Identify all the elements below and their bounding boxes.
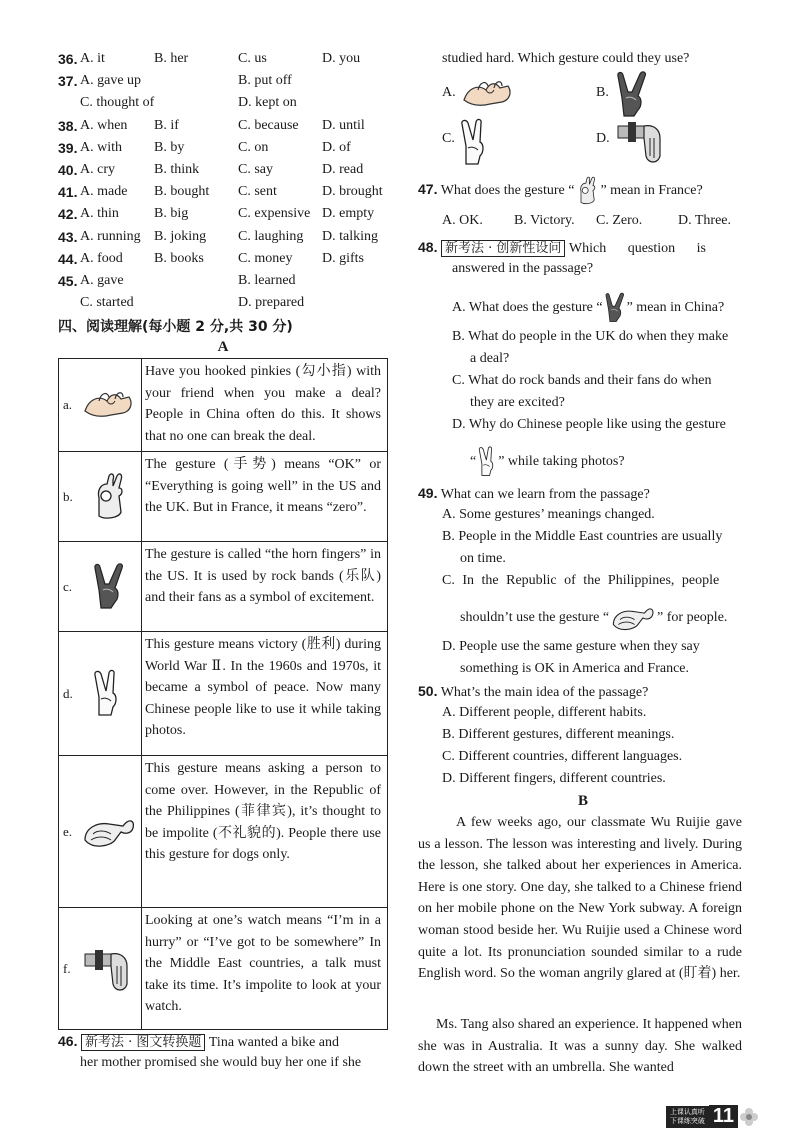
option-d: D. until — [322, 117, 365, 133]
passage-b-paragraph-2: Ms. Tang also shared an experience. It happened when she was in Australia. It was a sunny day. She walked down the street with an umbrella. She wanted — [418, 1017, 742, 1076]
option-a: A. when — [80, 117, 128, 133]
watch-check-icon — [81, 944, 131, 994]
q49-option-b1: B. People in the Middle East countries are usually — [442, 529, 723, 544]
pinky-hook-icon — [460, 74, 516, 114]
q46-text: Tina wanted a bike and — [208, 1035, 339, 1050]
option-c: D. prepared — [238, 295, 305, 311]
q46-line1 — [58, 1030, 339, 1054]
row-label: e. — [63, 823, 73, 839]
q49-c-pre: shouldn’t use the gesture “ — [460, 610, 610, 626]
q46-option-d: D. — [596, 131, 610, 146]
row-label: c. — [63, 578, 73, 594]
option-b: B. think — [154, 162, 200, 177]
horn-fingers-icon — [91, 562, 127, 612]
table-row — [59, 631, 387, 755]
table-row — [59, 755, 387, 907]
q48-stem — [418, 236, 748, 260]
option-a: C. thought of — [80, 95, 155, 111]
q48-line2: answered in the passage? — [452, 261, 594, 276]
victory-sign-icon — [458, 118, 490, 168]
question-number: 39. — [58, 139, 78, 156]
q48-option-d1: D. Why do Chinese people like using the gesture — [452, 417, 726, 432]
q49-option-b2: on time. — [460, 551, 506, 566]
option-c: C. expensive — [238, 206, 311, 222]
q47-text-pre: What does the gesture “ — [440, 183, 575, 199]
q47-option-b: B. Victory. — [514, 213, 575, 228]
option-b: B. by — [154, 139, 185, 155]
option-c: C. money — [238, 250, 293, 266]
q49-stem — [418, 482, 650, 506]
option-a: A. food — [80, 250, 123, 266]
flower-icon — [738, 1106, 760, 1128]
option-a: C. started — [80, 295, 134, 311]
option-a: A. gave — [80, 273, 124, 288]
option-d: D. gifts — [322, 250, 364, 266]
q49-option-a: A. Some gestures’ meanings changed. — [442, 507, 655, 522]
question-number: 47. — [418, 181, 438, 198]
row-text: Have you hooked pinkies (勾小指) with your friend when you make a deal? People in China often do this. It shows that no one can break the deal. — [145, 364, 381, 444]
option-c: C. because — [238, 117, 299, 133]
option-b: B. her — [154, 51, 189, 66]
section-title: 四、阅读理解(每小题 2 分,共 30 分) — [58, 319, 293, 335]
q48-option-b1: B. What do people in the UK do when they make — [452, 329, 729, 344]
question-number: 40. — [58, 162, 78, 178]
option-b: B. if — [154, 117, 179, 133]
row-text: This gesture means asking a person to come over. However, in the Republic of the Philippines (菲律宾), it’s thought to be impolite (不礼貌的). People there use this gesture for dogs only. — [145, 761, 381, 862]
question-number: 48. — [418, 239, 438, 255]
footer-slogan — [666, 1106, 709, 1128]
horn-fingers-icon — [603, 292, 627, 324]
q48-d-pre: “ — [470, 454, 477, 470]
option-c: C. say — [238, 162, 273, 177]
question-number: 36. — [58, 51, 78, 67]
option-c: C. us — [238, 51, 267, 66]
row-text: The gesture (手势) means “OK” or “Everything is going well” in the US and the UK. But in France, it means “zero”. — [145, 457, 381, 515]
q50-option-a: A. Different people, different habits. — [442, 705, 647, 720]
option-d: D. empty — [322, 206, 375, 222]
footer-line2: 下课练突破 — [669, 1116, 705, 1125]
option-c: B. put off — [238, 73, 292, 89]
q48-a-pre: A. What does the gesture “ — [452, 300, 603, 316]
q50-option-d: D. Different fingers, different countries. — [442, 771, 666, 786]
option-d: D. talking — [322, 228, 378, 244]
q46-option-a: A. — [442, 85, 456, 100]
option-a: A. thin — [80, 206, 119, 222]
question-tag: 新考法 · 创新性设问 — [441, 240, 565, 257]
q49-option-c1: C. In the Republic of the Philippines, people — [442, 573, 720, 588]
q49-c-post: ” for people. — [657, 610, 728, 626]
q48-text: Which question is — [568, 241, 706, 256]
watch-check-icon — [614, 116, 664, 166]
question-number: 42. — [58, 206, 78, 223]
option-b: B. big — [154, 206, 189, 222]
ok-gesture-icon — [89, 472, 129, 522]
passage-b-label: B — [577, 793, 588, 809]
table-row — [59, 907, 387, 1029]
option-c: C. sent — [238, 184, 277, 200]
horn-fingers-icon — [614, 70, 650, 120]
table-row — [59, 359, 387, 451]
q48-option-b2: a deal? — [470, 351, 510, 366]
option-a: A. cry — [80, 162, 115, 177]
question-number: 49. — [418, 485, 438, 501]
option-d: D. of — [322, 139, 351, 155]
option-c: C. laughing — [238, 228, 304, 244]
row-label: a. — [63, 397, 73, 412]
victory-sign-icon — [91, 669, 123, 719]
q47-text-post: ” mean in France? — [600, 183, 703, 199]
option-d: D. brought — [322, 184, 383, 200]
question-tag: 新考法 · 图文转换题 — [81, 1034, 205, 1051]
question-number: 38. — [58, 117, 78, 134]
option-a: A. made — [80, 184, 128, 200]
page-number: 11 — [709, 1105, 738, 1128]
row-text: This gesture means victory (胜利) during World War Ⅱ. In the 1960s and 1970s, it became a symbol of peace. Now many Chinese people like to use it while taking photos. — [145, 637, 381, 738]
q46-option-c: C. — [442, 131, 455, 146]
passage-b-paragraph — [418, 812, 742, 985]
row-label: f. — [63, 960, 71, 976]
q49-option-d2: something is OK in America and France. — [460, 661, 690, 676]
victory-sign-icon — [476, 446, 498, 478]
q48-option-c2: they are excited? — [470, 395, 565, 410]
q47-option-a: A. OK. — [442, 213, 483, 228]
footer-line1: 上课认真听 — [669, 1107, 705, 1116]
q47-option-c: C. Zero. — [596, 213, 643, 228]
q49-text: What can we learn from the passage? — [440, 487, 650, 502]
option-a: A. it — [80, 51, 105, 66]
q50-option-b: B. Different gestures, different meanings. — [442, 727, 675, 742]
option-a: A. running — [80, 228, 141, 244]
passage-b-text: A few weeks ago, our classmate Wu Ruijie gave us a lesson. The lesson was interesting and lively. During the lesson, she talked about her experiences in America. Here is one story. One day, she talked to a Chinese friend on her mobile phone on the New York subway. A foreign woman stood beside her. Wu Ruijie used a Chinese word quite a lot. Its pronunciation sounded similar to a rude English word. So the woman angrily glared at (盯着) her. — [418, 815, 742, 982]
q48-a-post: ” mean in China? — [626, 300, 725, 316]
question-number: 45. — [58, 273, 78, 289]
q46-line3: studied hard. Which gesture could they use? — [442, 51, 690, 66]
q50-text: What’s the main idea of the passage? — [440, 685, 649, 700]
question-number: 46. — [58, 1033, 78, 1049]
table-row — [59, 541, 387, 631]
question-number: 50. — [418, 683, 438, 699]
option-b: B. books — [154, 250, 204, 266]
pinky-hook-icon — [81, 385, 137, 425]
q46-line2: her mother promised she would buy her one if she — [80, 1055, 362, 1070]
row-text: The gesture is called “the horn fingers” in the US. It is used by rock bands (乐队) and their fans as a symbol of excitement. — [145, 547, 381, 605]
q48-option-a — [452, 292, 724, 324]
ok-gesture-icon — [574, 176, 600, 206]
option-c: B. learned — [238, 273, 296, 288]
question-number: 44. — [58, 250, 78, 267]
option-c: C. on — [238, 139, 269, 155]
q48-d-post: ” while taking photos? — [498, 454, 625, 470]
gesture-table — [58, 358, 388, 1030]
row-label: b. — [63, 488, 73, 504]
question-number: 37. — [58, 73, 78, 90]
come-here-gesture-icon — [81, 810, 137, 854]
passage-a-label: A — [217, 339, 229, 355]
row-text: Looking at one’s watch means “I’m in a hurry” or “I’ve got to be somewhere” In the Middle East countries, a talk must take its time. It’s impolite to look at your watch. — [145, 913, 381, 1014]
come-here-gesture-icon — [609, 600, 657, 636]
option-d: D. read — [322, 162, 364, 177]
q46-option-b: B. — [596, 85, 609, 100]
question-number: 41. — [58, 184, 78, 201]
q50-stem — [418, 680, 648, 704]
option-b: B. bought — [154, 184, 210, 200]
table-row — [59, 451, 387, 541]
option-a: A. with — [80, 139, 122, 155]
option-c: D. kept on — [238, 95, 297, 111]
question-number: 43. — [58, 228, 78, 245]
row-label: d. — [63, 685, 73, 701]
q48-option-d2 — [470, 446, 625, 478]
option-a: A. gave up — [80, 73, 142, 89]
q49-option-d1: D. People use the same gesture when they say — [442, 639, 700, 654]
q47-stem — [418, 176, 703, 206]
page-footer — [666, 1105, 760, 1128]
q48-option-c1: C. What do rock bands and their fans do when — [452, 373, 712, 388]
q47-option-d: D. Three. — [678, 213, 731, 228]
option-d: D. you — [322, 51, 361, 66]
q50-option-c: C. Different countries, different languages. — [442, 749, 683, 764]
q49-option-c2 — [460, 600, 727, 636]
option-b: B. joking — [154, 228, 207, 244]
